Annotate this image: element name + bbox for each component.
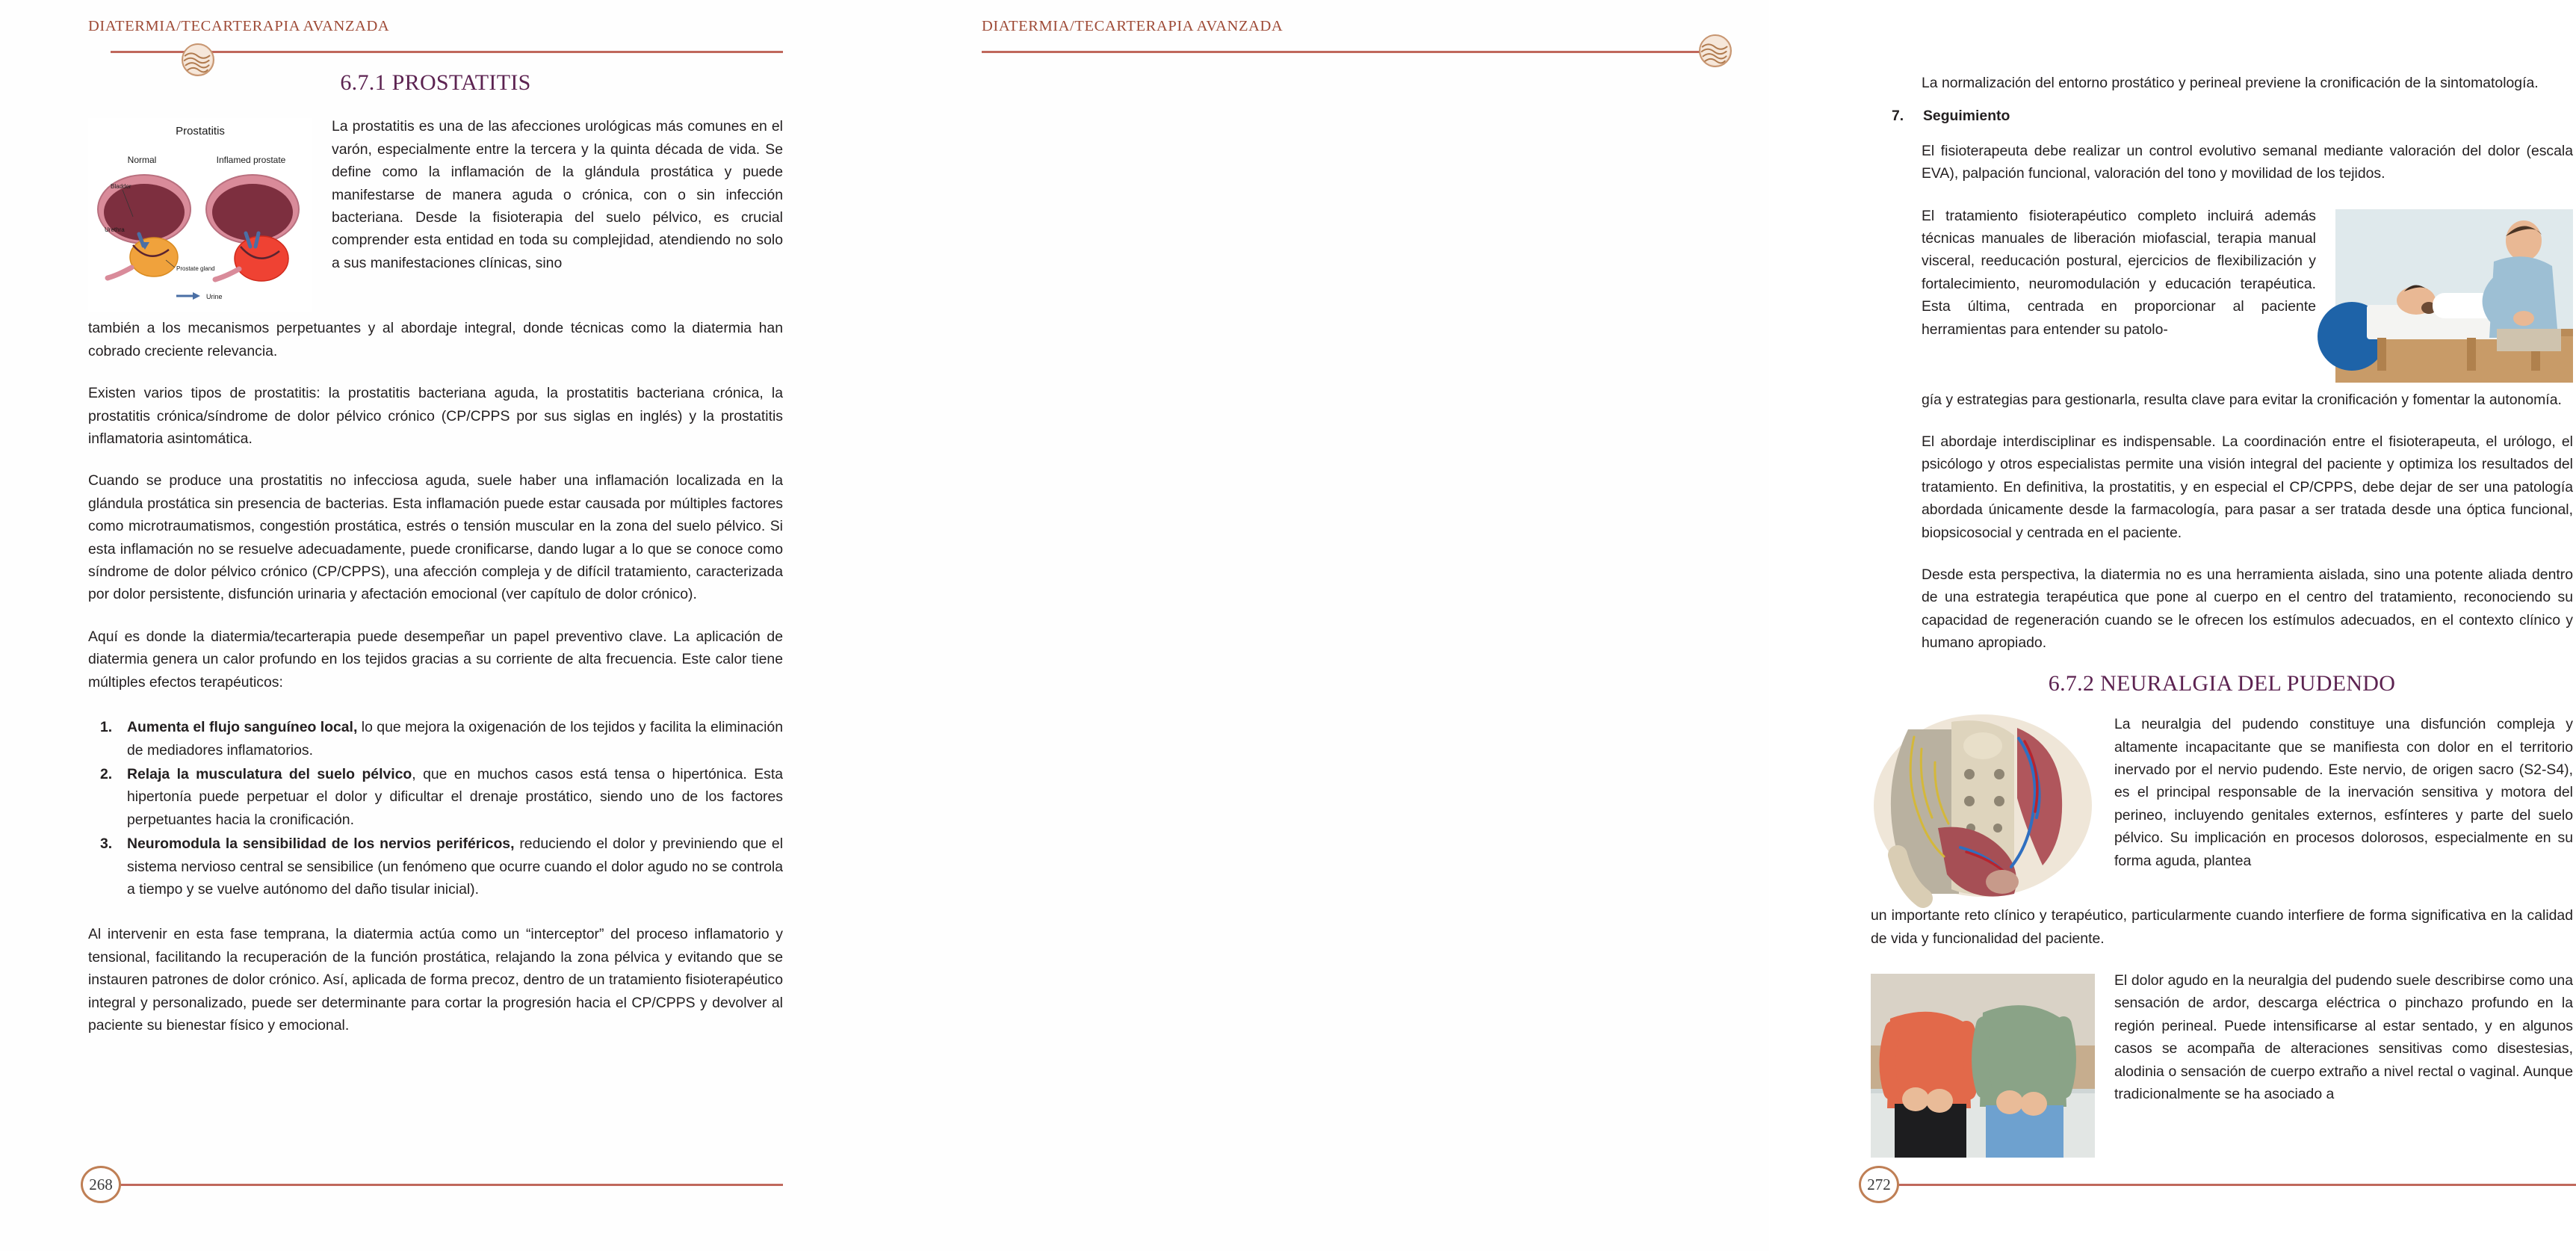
effect-item-title: Relaja la musculatura del suelo pélvico bbox=[127, 765, 412, 782]
effect-item-title: Neuromodula la sensibilidad de los nervios periféricos, bbox=[127, 835, 515, 853]
folio-right bbox=[1847, 1155, 2576, 1215]
svg-text:Prostatitis: Prostatitis bbox=[176, 125, 225, 138]
header-rule-right bbox=[982, 51, 1729, 53]
patients-pelvic-pain-photo bbox=[1871, 974, 2095, 1158]
effect-item-body: lo que mejora la oxigenación de los tejidos y facilita la eliminación de mediadores inflamatorios. bbox=[127, 719, 783, 759]
physiotherapy-session-photo bbox=[2335, 209, 2573, 383]
section-title-672: 6.7.2 NEURALGIA DEL PUDENDO bbox=[2048, 670, 2396, 696]
figure-patients-pain bbox=[1871, 974, 2095, 1158]
paragraph-5: Al intervenir en esta fase temprana, la diatermia actúa como un “interceptor” del proceso inflamatorio y tensional, facilitando la recuperación de la función prostática, relajando la zona pélvica y evitando que se instauren patrones de dolor crónico. Así, aplicada de forma precoz, dentro de un tratamiento fisioterapéutico integral y personalizado, puede ser determinante para cortar la progresión hacia el CP/CPPS y devolver al paciente su bienestar físico y emocional. bbox=[88, 926, 783, 1034]
shell-ornament-icon-right bbox=[1699, 34, 1732, 67]
svg-text:Bladder: Bladder bbox=[111, 183, 131, 191]
svg-text:Urethra: Urethra bbox=[105, 226, 125, 234]
svg-text:Normal: Normal bbox=[127, 155, 157, 166]
page-number-right: 272 bbox=[1859, 1166, 1899, 1203]
right-paragraph-3: El tratamiento fisioterapéutico completo incluirá además técnicas manuales de liberación miofascial, terapia manual visceral, reeducación postural, ejercicios de flexibilización y fortalecimiento, neuromodulación y educación terapéutica. Esta última, centrada en proporcionar al paciente herramientas para entender su patolo- bbox=[1922, 207, 2316, 338]
effect-item-body: reduciendo el dolor y previniendo que el sistema nervioso central se sensibilice (un fenómeno que ocurre cuando el dolor agudo no se controla a tiempo y se vuelve autónomo del daño tisular inicial). bbox=[127, 835, 784, 898]
right-paragraph-6-continuation: un importante reto clínico y terapéutico, particularmente cuando interfiere de forma significativa en la calidad de vida y funcionalidad del paciente. bbox=[1871, 907, 2573, 947]
effect-item-1 bbox=[88, 716, 783, 762]
right-paragraph-7: El dolor agudo en la neuralgia del pudendo suele describirse como una sensación de ardor, descarga eléctrica o pinchazo profundo en la región perineal. Puede intensificarse al estar sentado, y en algunos casos se acompaña de alteraciones sensitivas como disestesias, alodinia o sensación de cuerpo extraño a nivel rectal o vaginal. Aunque tradicionalmente se ha asociado a bbox=[2114, 972, 2573, 1102]
prostatitis-illustration bbox=[88, 118, 312, 312]
page-number-left: 268 bbox=[81, 1166, 121, 1203]
right-page-content bbox=[1871, 72, 2573, 1162]
svg-text:Inflamed prostate: Inflamed prostate bbox=[216, 155, 286, 166]
right-paragraph-3-continuation: gía y estrategias para gestionarla, resulta clave para evitar la cronificación y fomentar la autonomía. bbox=[1922, 391, 2562, 408]
page-left bbox=[0, 0, 885, 1251]
therapeutic-effects-list bbox=[88, 716, 783, 901]
svg-text:Prostate gland: Prostate gland bbox=[176, 265, 215, 273]
running-head-right bbox=[982, 18, 1729, 55]
shell-ornament-glyph bbox=[183, 45, 213, 75]
svg-text:Urine: Urine bbox=[206, 293, 223, 301]
paragraph-3: Cuando se produce una prostatitis no infecciosa aguda, suele haber una inflamación localizada en la glándula prostática sin presencia de bacterias. Esta inflamación puede estar causada por múltiples factores como microtraumatismos, congestión prostática, estrés o tensión muscular en la zona del suelo pélvico. Si esta inflamación no se resuelve adecuadamente, puede cronificarse, dando lugar a lo que se conoce como síndrome de dolor pélvico crónico (CP/CPPS), una afección compleja y de difícil tratamiento, caracterizada por dolor persistente, disfunción urinaria y afectación emocional (ver capítulo de dolor crónico). bbox=[88, 472, 783, 603]
folio-rule bbox=[103, 1184, 783, 1186]
left-page-content bbox=[88, 72, 783, 1056]
right-paragraph-5: Desde esta perspectiva, la diatermia no es una herramienta aislada, sino una potente aliada dentro de una estrategia terapéutica que pone al cuerpo en el centro del tratamiento, reconociendo su capacidad de regeneración cuando se le ofrecen los estímulos adecuados, en el contexto clínico y humano apropiado. bbox=[1922, 566, 2573, 652]
effect-item-title: Aumenta el flujo sanguíneo local, bbox=[127, 719, 358, 736]
section-title-671: 6.7.1 PROSTATITIS bbox=[340, 70, 531, 95]
page-right bbox=[885, 0, 2573, 1251]
effect-item-3 bbox=[88, 833, 783, 901]
paragraph-4: Aquí es donde la diatermia/tecarterapia puede desempeñar un papel preventivo clave. La aplicación de diatermia genera un calor profundo en los tejidos gracias a su corriente de alta frecuencia. Este calor tiene múltiples efectos terapéuticos: bbox=[88, 628, 783, 691]
right-paragraph-6: La neuralgia del pudendo constituye una disfunción compleja y altamente incapacitante que se manifiesta con dolor en el territorio inervado por el nervio pudendo. Este nervio, de origen sacro (S2-S4), es el principal responsable de la inervación sensitiva y motora del perineo, incluyendo genitales externos, esfínteres y parte del suelo pélvico. Su implicación en procesos dolorosos, especialmente en su forma aguda, plantea bbox=[2114, 716, 2573, 869]
running-head-text: DIATERMIA/TECARTERAPIA AVANZADA bbox=[88, 18, 390, 34]
right-paragraph-2: El fisioterapeuta debe realizar un control evolutivo semanal mediante valoración del dolor (escala EVA), palpación funcional, valoración del tono y movilidad de los tejidos. bbox=[1922, 142, 2573, 182]
folio-left bbox=[69, 1155, 783, 1215]
folio-rule-right bbox=[1881, 1184, 2576, 1186]
running-head-text-right: DIATERMIA/TECARTERAPIA AVANZADA bbox=[982, 18, 1284, 34]
running-head-left bbox=[88, 18, 783, 55]
paragraph-1-continuation: también a los mecanismos perpetuantes y al abordaje integral, donde técnicas como la diatermia han cobrado creciente relevancia. bbox=[88, 320, 783, 359]
pelvic-nerve-anatomy-photo bbox=[1871, 716, 2095, 900]
shell-ornament-glyph-right bbox=[1700, 36, 1730, 66]
effect-item-body: , que en muchos casos está tensa o hipertónica. Esta hipertonía puede perpetuar el dolor y dificultar el drenaje prostático, siendo uno de los factores perpetuantes hacia la cronificación. bbox=[127, 765, 783, 828]
step-title-text: Seguimiento bbox=[1923, 108, 2010, 125]
right-paragraph-1: La normalización del entorno prostático y perineal previene la cronificación de la sintomatología. bbox=[1922, 75, 2539, 91]
paragraph-1: La prostatitis es una de las afecciones urológicas más comunes en el varón, especialmente entre la tercera y la quinta década de vida. Se define como la inflamación de la glándula prostática y puede manifestarse de manera aguda o crónica, con o sin infección bacteriana. Desde la fisioterapia del suelo pélvico, es crucial comprender esta entidad en toda su complejidad, atendiendo no solo a sus manifestaciones clínicas, sino bbox=[332, 118, 783, 271]
paragraph-2: Existen varios tipos de prostatitis: la prostatitis bacteriana aguda, la prostatitis bacteriana crónica, la prostatitis crónica/síndrome de dolor pélvico crónico (CP/CPPS por sus siglas en inglés) y la prostatitis inflamatoria asintomática. bbox=[88, 385, 783, 448]
figure-physiotherapy bbox=[2335, 209, 2573, 383]
right-paragraph-4: El abordaje interdisciplinar es indispensable. La coordinación entre el fisioterapeuta, el urólogo, el psicólogo y otros especialistas permite una visión integral del paciente y optimiza los resultados del tratamiento. En definitiva, la prostatitis, y en especial el CP/CPPS, debe dejar de ser una patología abordada únicamente desde la farmacología, para pasar a ser tratada desde una óptica funcional, biopsicosocial y centrada en el paciente. bbox=[1922, 433, 2573, 541]
figure-pelvic-anatomy bbox=[1871, 716, 2095, 900]
effect-item-2 bbox=[88, 763, 783, 831]
figure-prostatitis bbox=[88, 118, 312, 312]
step-seguimiento-heading bbox=[1892, 105, 2573, 127]
